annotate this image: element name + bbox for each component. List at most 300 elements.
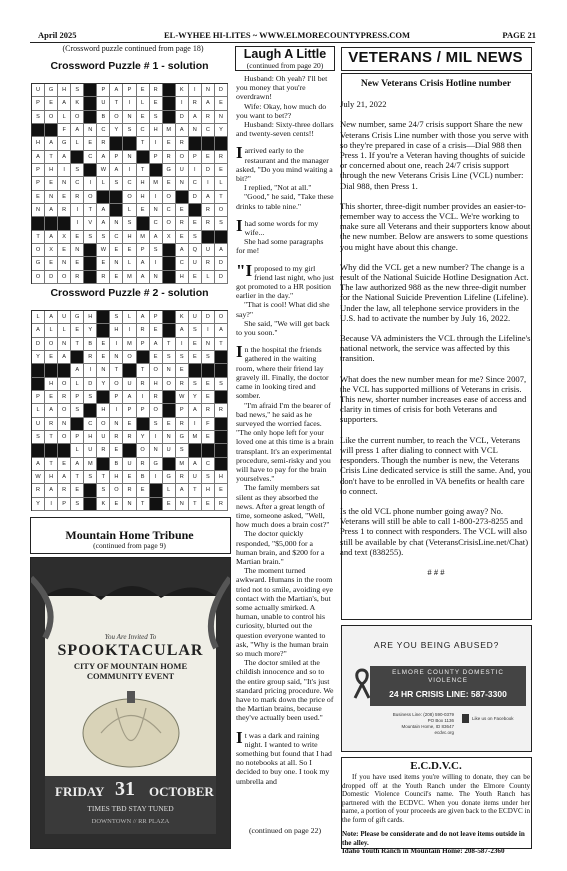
crossword-cell: I xyxy=(137,391,150,404)
crossword-cell: A xyxy=(215,324,228,337)
crossword-black-cell xyxy=(215,391,228,404)
laugh-header xyxy=(235,46,335,71)
crossword-cell: G xyxy=(71,311,84,324)
crossword-cell: G xyxy=(163,164,176,177)
crossword-black-cell xyxy=(163,404,176,417)
crossword-cell: M xyxy=(123,271,136,284)
crossword-cell: A xyxy=(176,124,189,137)
crossword-1-grid xyxy=(31,83,228,284)
crossword-cell: T xyxy=(215,338,228,351)
crossword-cell: L xyxy=(137,97,150,110)
crossword-cell: E xyxy=(215,164,228,177)
crossword-cell: P xyxy=(71,391,84,404)
dropcap-i: I xyxy=(236,342,243,362)
crossword-black-cell xyxy=(32,124,45,137)
crossword-cell: N xyxy=(123,111,136,124)
crossword-cell: I xyxy=(123,324,136,337)
crossword-cell: O xyxy=(97,418,110,431)
crossword-cell: O xyxy=(110,484,123,497)
crossword-cell: K xyxy=(176,84,189,97)
crossword-cell: R xyxy=(202,111,215,124)
crossword-cell: R xyxy=(215,151,228,164)
crossword-black-cell xyxy=(123,137,136,150)
crossword-cell: S xyxy=(150,111,163,124)
crossword-cell: O xyxy=(123,191,136,204)
crossword-cell: T xyxy=(110,97,123,110)
crossword-cell: L xyxy=(32,311,45,324)
laugh-p17: The doctor smiled at the childish innocence and so to the entire group said, "It's just standard pricing procedure. We have to mark down the price of the Martian brains, because they've actually been used." xyxy=(236,658,334,723)
crossword-cell: O xyxy=(215,204,228,217)
hotline-headline: New Veterans Crisis Hotline number xyxy=(360,78,512,89)
crossword-cell: E xyxy=(189,217,202,230)
crossword-cell: T xyxy=(137,164,150,177)
crossword-black-cell xyxy=(163,271,176,284)
crossword-black-cell xyxy=(45,364,58,377)
crossword-cell: M xyxy=(163,124,176,137)
crossword-cell: A xyxy=(150,231,163,244)
laugh-joke5 xyxy=(236,342,334,401)
crossword-cell: A xyxy=(215,244,228,257)
abuse-crisis-line: 24 HR CRISIS LINE: 587-3300 xyxy=(389,689,507,699)
crossword-cell: N xyxy=(45,191,58,204)
dropcap-quote-i: "I xyxy=(236,260,253,280)
crossword-cell: E xyxy=(150,324,163,337)
crossword-cell: D xyxy=(84,378,97,391)
crossword-black-cell xyxy=(137,217,150,230)
crossword-cell: O xyxy=(32,271,45,284)
crossword-cell: U xyxy=(123,378,136,391)
abuse-addr-2: PO Box 1136 xyxy=(427,718,454,723)
crossword-cell: L xyxy=(123,257,136,270)
crossword-cell: O xyxy=(45,338,58,351)
crossword-cell: C xyxy=(110,231,123,244)
crossword-cell: S xyxy=(32,111,45,124)
crossword-black-cell xyxy=(150,484,163,497)
crossword-cell: P xyxy=(110,151,123,164)
crossword-cell: E xyxy=(58,191,71,204)
crossword-cell: S xyxy=(202,471,215,484)
crossword-cell: H xyxy=(84,431,97,444)
crossword-cell: I xyxy=(150,191,163,204)
crossword-cell: M xyxy=(123,338,136,351)
crossword-cell: C xyxy=(97,124,110,137)
crossword-cell: E xyxy=(123,418,136,431)
crossword-black-cell xyxy=(163,244,176,257)
crossword-cell: I xyxy=(84,177,97,190)
crossword-cell: L xyxy=(58,111,71,124)
crossword-cell: E xyxy=(202,378,215,391)
crossword-cell: P xyxy=(137,404,150,417)
crossword-cell: R xyxy=(123,484,136,497)
crossword-cell: N xyxy=(110,217,123,230)
crossword-black-cell xyxy=(84,257,97,270)
crossword-black-cell xyxy=(84,271,97,284)
crossword-cell: C xyxy=(71,177,84,190)
crossword-cell: R xyxy=(137,378,150,391)
flyer-title: SPOOKTACULAR xyxy=(57,642,204,659)
crossword-cell: P xyxy=(58,498,71,511)
crossword-cell: Y xyxy=(110,124,123,137)
crossword-black-cell xyxy=(176,191,189,204)
crossword-cell: P xyxy=(32,97,45,110)
crossword-cell: L xyxy=(163,484,176,497)
crossword-cell: X xyxy=(58,231,71,244)
crossword-black-cell xyxy=(163,84,176,97)
crossword-cell: R xyxy=(176,217,189,230)
crossword-cell: L xyxy=(58,324,71,337)
crossword-cell: I xyxy=(150,257,163,270)
crossword-cell: E xyxy=(176,364,189,377)
laugh-p9: proposed to my girl friend last night, who just got promoted to a HR position earlier in the day." xyxy=(236,263,334,301)
crossword-cell: P xyxy=(176,404,189,417)
laugh-p15: The doctor quickly responded, "$5,000 for a human brain, and $200 for a Martian brain." xyxy=(236,529,325,566)
crossword-cell: P xyxy=(137,338,150,351)
mountain-home-title: Mountain Home Tribune xyxy=(65,528,194,542)
crossword-cell: E xyxy=(137,111,150,124)
crossword-cell: K xyxy=(97,498,110,511)
crossword-cell: E xyxy=(45,97,58,110)
crossword-cell: N xyxy=(202,84,215,97)
crossword-cell: N xyxy=(58,418,71,431)
crossword-cell: R xyxy=(202,257,215,270)
crossword-black-cell xyxy=(137,351,150,364)
crossword-cell: H xyxy=(45,164,58,177)
crossword-cell: A xyxy=(137,257,150,270)
crossword-cell: S xyxy=(123,124,136,137)
crossword-cell: A xyxy=(71,124,84,137)
crossword-cell: E xyxy=(163,418,176,431)
crossword-cell: P xyxy=(71,431,84,444)
crossword-cell: E xyxy=(215,97,228,110)
crossword-cell: A xyxy=(97,217,110,230)
crossword-cell: R xyxy=(137,458,150,471)
crossword-cell: H xyxy=(202,484,215,497)
crossword-cell: L xyxy=(123,204,136,217)
laugh-title: Laugh A Little xyxy=(243,47,327,61)
crossword-cell: I xyxy=(189,418,202,431)
crossword-cell: I xyxy=(45,498,58,511)
crossword-cell: R xyxy=(163,151,176,164)
crossword-cell: F xyxy=(58,124,71,137)
crossword-cell: E xyxy=(45,257,58,270)
crossword-cell: P xyxy=(150,311,163,324)
crossword-black-cell xyxy=(97,391,110,404)
crossword-cell: C xyxy=(202,458,215,471)
crossword-black-cell xyxy=(45,444,58,457)
crossword-cell: A xyxy=(45,404,58,417)
crossword-cell: S xyxy=(163,351,176,364)
crossword-cell: O xyxy=(45,111,58,124)
abuse-org-1: ELMORE COUNTY DOMESTIC xyxy=(392,669,504,676)
crossword-cell: C xyxy=(163,204,176,217)
crossword-cell: T xyxy=(137,137,150,150)
crossword-cell: O xyxy=(110,378,123,391)
flyer-day: FRIDAY xyxy=(55,784,105,799)
crossword-cell: G xyxy=(176,431,189,444)
crossword-cell: S xyxy=(215,217,228,230)
crossword-cell: L xyxy=(71,444,84,457)
crossword-cell: H xyxy=(150,124,163,137)
flyer-community: COMMUNITY EVENT xyxy=(86,671,175,681)
crossword-black-cell xyxy=(84,498,97,511)
crossword-black-cell xyxy=(84,84,97,97)
crossword-cell: Y xyxy=(137,431,150,444)
crossword-cell: I xyxy=(150,471,163,484)
dropcap-i: I xyxy=(236,215,243,235)
crossword-black-cell xyxy=(215,137,228,150)
crossword-black-cell xyxy=(163,391,176,404)
crossword-cell: P xyxy=(32,164,45,177)
crossword-cell: R xyxy=(215,404,228,417)
crossword-black-cell xyxy=(84,484,97,497)
crossword-black-cell xyxy=(32,364,45,377)
abuse-org-2: VIOLENCE xyxy=(428,677,468,684)
crossword-cell: N xyxy=(71,244,84,257)
crossword-cell: S xyxy=(176,351,189,364)
crossword-cell: S xyxy=(84,471,97,484)
crossword-cell: A xyxy=(110,164,123,177)
crossword-cell: N xyxy=(163,364,176,377)
crossword-cell: R xyxy=(71,271,84,284)
issue-date: April 2025 xyxy=(38,30,77,40)
crossword-cell: X xyxy=(163,231,176,244)
crossword-continued: (Crossword puzzle continued from page 18) xyxy=(62,44,204,53)
page-number: PAGE 21 xyxy=(502,30,536,40)
crossword-cell: A xyxy=(176,484,189,497)
crossword-cell: Y xyxy=(189,391,202,404)
crossword-cell: O xyxy=(84,191,97,204)
crossword-cell: A xyxy=(202,97,215,110)
crossword-cell: D xyxy=(176,111,189,124)
crossword-cell: I xyxy=(123,164,136,177)
crossword-cell: A xyxy=(58,351,71,364)
crossword-cell: C xyxy=(176,257,189,270)
crossword-cell: H xyxy=(123,231,136,244)
crossword-cell: U xyxy=(176,164,189,177)
page-header xyxy=(38,30,536,42)
crossword-cell: I xyxy=(202,324,215,337)
crossword-black-cell xyxy=(71,351,84,364)
crossword-cell: A xyxy=(71,458,84,471)
crossword-cell: I xyxy=(189,164,202,177)
crossword-cell: U xyxy=(97,97,110,110)
crossword-cell: T xyxy=(189,484,202,497)
crossword-cell: P xyxy=(32,391,45,404)
crossword-black-cell xyxy=(202,231,215,244)
crossword-cell: M xyxy=(176,458,189,471)
crossword-cell: N xyxy=(58,338,71,351)
crossword-cell: C xyxy=(84,418,97,431)
ecdvc-title: E.C.D.V.C. xyxy=(410,760,462,772)
crossword-cell: N xyxy=(58,177,71,190)
hotline-p6: Like the current number, to reach the VCL, Veterans will press 1 after dialing to connect with VCL responders. Though the number is new, the Veterans Crisis Line dedicated service is still the same. And, you don't have to be enrolled in VA benefits or health care to connect. xyxy=(340,434,531,496)
hotline-p2: This shorter, three-digit number provides an easier-to-remember way to access the VCL. We're working to make sure all Veterans and their supporters know about the new number. Below are answers to some questions you might have about this change. xyxy=(340,200,531,252)
laugh-joke2 xyxy=(236,143,334,184)
crossword-black-cell xyxy=(84,97,97,110)
crossword-black-cell xyxy=(97,324,110,337)
crossword-cell: E xyxy=(163,498,176,511)
crossword-cell: I xyxy=(71,204,84,217)
crossword-cell: D xyxy=(202,164,215,177)
crossword-cell: E xyxy=(150,351,163,364)
abuse-facebook: Like us on Facebook xyxy=(472,716,514,721)
crossword-cell: S xyxy=(110,311,123,324)
laugh-p10: "That is cool! What did she say?" xyxy=(236,300,330,319)
crossword-cell: T xyxy=(189,498,202,511)
crossword-black-cell xyxy=(202,364,215,377)
crossword-cell: N xyxy=(150,444,163,457)
crossword-cell: E xyxy=(189,351,202,364)
crossword-2-title: Crossword Puzzle # 2 - solution xyxy=(50,287,209,299)
crossword-cell: O xyxy=(32,244,45,257)
flyer-city: CITY OF MOUNTAIN HOME xyxy=(73,661,188,671)
crossword-cell: G xyxy=(150,458,163,471)
dropcap-i: I xyxy=(236,727,243,747)
crossword-cell: E xyxy=(110,271,123,284)
crossword-cell: H xyxy=(137,191,150,204)
abuse-addr-4: ecdvc.org xyxy=(434,730,454,735)
crossword-cell: D xyxy=(215,84,228,97)
crossword-black-cell xyxy=(163,111,176,124)
crossword-cell: S xyxy=(176,444,189,457)
crossword-cell: I xyxy=(58,164,71,177)
crossword-black-cell xyxy=(163,97,176,110)
crossword-black-cell xyxy=(189,204,202,217)
crossword-cell: E xyxy=(163,137,176,150)
crossword-cell: O xyxy=(150,364,163,377)
mountain-home-sub: (continued from page 9) xyxy=(93,541,166,550)
crossword-cell: D xyxy=(189,191,202,204)
crossword-cell: R xyxy=(45,418,58,431)
crossword-cell: P xyxy=(137,244,150,257)
crossword-black-cell xyxy=(202,444,215,457)
hotline-p4: Because VA administers the VCL through the Lifeline's national network, the service was affected by this transition. xyxy=(340,333,531,364)
crossword-cell: E xyxy=(137,484,150,497)
crossword-cell: W xyxy=(32,471,45,484)
crossword-cell: E xyxy=(97,351,110,364)
crossword-cell: E xyxy=(202,151,215,164)
crossword-cell: G xyxy=(58,137,71,150)
crossword-cell: A xyxy=(189,111,202,124)
crossword-cell: Y xyxy=(84,324,97,337)
crossword-cell: N xyxy=(58,257,71,270)
crossword-cell: W xyxy=(97,244,110,257)
crossword-black-cell xyxy=(97,458,110,471)
crossword-cell: A xyxy=(71,364,84,377)
crossword-cell: R xyxy=(32,484,45,497)
crossword-cell: E xyxy=(189,338,202,351)
crossword-cell: E xyxy=(97,257,110,270)
crossword-black-cell xyxy=(32,217,45,230)
crossword-cell: S xyxy=(202,351,215,364)
crossword-cell: E xyxy=(202,391,215,404)
crossword-cell: E xyxy=(32,191,45,204)
crossword-cell: H xyxy=(84,311,97,324)
crossword-cell: T xyxy=(84,204,97,217)
crossword-cell: R xyxy=(176,137,189,150)
crossword-cell: A xyxy=(176,244,189,257)
crossword-black-cell xyxy=(123,444,136,457)
laugh-sub: (continued from page 20) xyxy=(246,61,324,70)
crossword-cell: A xyxy=(58,151,71,164)
crossword-cell: H xyxy=(58,84,71,97)
crossword-cell: L xyxy=(32,404,45,417)
crossword-cell: R xyxy=(137,324,150,337)
flyer-date-num: 31 xyxy=(115,778,135,800)
crossword-cell: U xyxy=(163,444,176,457)
crossword-cell: M xyxy=(137,231,150,244)
crossword-cell: E xyxy=(97,338,110,351)
crossword-cell: X xyxy=(45,244,58,257)
crossword-cell: C xyxy=(202,124,215,137)
crossword-black-cell xyxy=(163,324,176,337)
crossword-black-cell xyxy=(110,191,123,204)
crossword-cell: R xyxy=(71,191,84,204)
crossword-cell: E xyxy=(45,351,58,364)
crossword-cell: L xyxy=(215,177,228,190)
crossword-cell: P xyxy=(123,404,136,417)
crossword-cell: I xyxy=(176,97,189,110)
crossword-cell: L xyxy=(71,137,84,150)
laugh-p13: "I'm afraid I'm the bearer of bad news," he said as he surveyed the worried faces. "The only hope left for your loved one at this time is a brain transplant. It's an experimental procedure, semi-risky and you will have to pay for the brain yourselves." xyxy=(236,400,334,484)
laugh-body xyxy=(236,74,334,792)
crossword-cell: R xyxy=(123,431,136,444)
crossword-cell: P xyxy=(189,151,202,164)
abuse-addr-3: Mountain Home, ID 83647 xyxy=(401,724,454,729)
crossword-cell: E xyxy=(189,271,202,284)
crossword-cell: A xyxy=(45,137,58,150)
laugh-p16: The moment turned awkward. Humans in the room tried not to smile, avoiding eye contact with the Martian's, but some actually smirked. A human, unable to control his curiosity, blurted out the question everyone wanted to ask, "Why is the human brain so much more?" xyxy=(236,566,334,658)
crossword-black-cell xyxy=(71,418,84,431)
laugh-joke4 xyxy=(236,260,334,301)
crossword-cell: A xyxy=(58,97,71,110)
abuse-addr-1: Business Line: (208) 590-0379 xyxy=(392,712,454,717)
crossword-cell: R xyxy=(97,444,110,457)
crossword-cell: O xyxy=(110,111,123,124)
crossword-cell: A xyxy=(45,311,58,324)
crossword-cell: K xyxy=(176,311,189,324)
crossword-cell: U xyxy=(97,431,110,444)
crossword-cell: B xyxy=(110,458,123,471)
crossword-cell: D xyxy=(215,271,228,284)
crossword-cell: T xyxy=(163,338,176,351)
laugh-p2: Wife: Okay, how much do you want to bet?? xyxy=(236,101,327,120)
crossword-cell: S xyxy=(84,231,97,244)
crossword-cell: H xyxy=(150,378,163,391)
crossword-cell: A xyxy=(97,204,110,217)
crossword-cell: Q xyxy=(189,244,202,257)
crossword-cell: V xyxy=(84,217,97,230)
crossword-cell: N xyxy=(84,124,97,137)
crossword-cell: C xyxy=(123,177,136,190)
crossword-cell: I xyxy=(202,177,215,190)
crossword-cell: U xyxy=(32,84,45,97)
crossword-cell: G xyxy=(163,471,176,484)
crossword-cell: E xyxy=(202,498,215,511)
flyer-times: TIMES TBD STAY TUNED xyxy=(87,804,174,813)
crossword-cell: L xyxy=(97,177,110,190)
crossword-cell: U xyxy=(189,471,202,484)
crossword-cell: R xyxy=(202,204,215,217)
laugh-joke3 xyxy=(236,215,334,238)
crossword-cell: E xyxy=(45,391,58,404)
crossword-cell: S xyxy=(123,217,136,230)
crossword-cell: T xyxy=(32,231,45,244)
veterans-section-title: VETERANS / MIL NEWS xyxy=(348,49,523,66)
header-rule xyxy=(30,42,535,43)
ribbon-icon xyxy=(352,668,372,700)
crossword-cell: I xyxy=(150,431,163,444)
